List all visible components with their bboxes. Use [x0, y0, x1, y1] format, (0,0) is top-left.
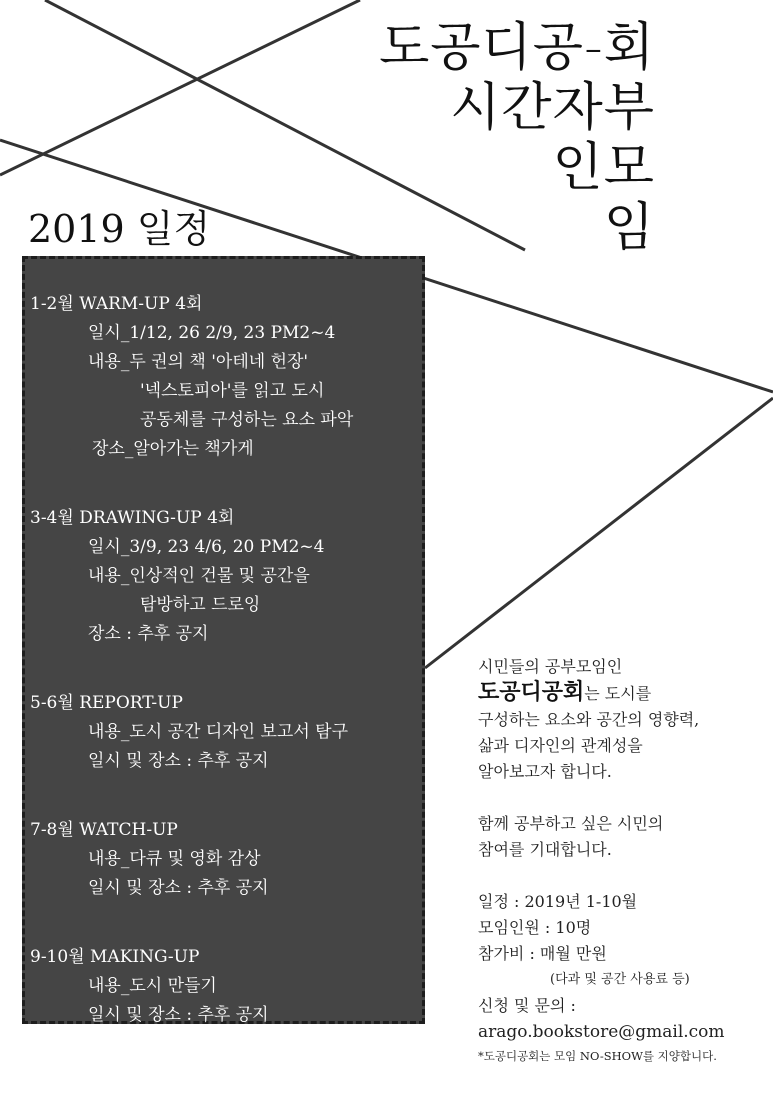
section-title: 7-8월 WATCH-UP [30, 820, 178, 840]
schedule-section-warm-up [30, 290, 420, 464]
schedule-section-drawing-up [30, 504, 420, 649]
detail-fee-note: (다과 및 공간 사용료 등) [550, 972, 690, 987]
section-line: 내용_인상적인 건물 및 공간을 [88, 566, 310, 586]
section-title: 3-4월 DRAWING-UP 4회 [30, 508, 235, 528]
intro-line: 구성하는 요소와 공간의 영향력, [478, 710, 700, 729]
section-line: 장소 : 추후 공지 [88, 624, 209, 644]
detail-members: 모임인원 : 10명 [478, 918, 592, 937]
schedule-list [30, 290, 420, 1030]
brand-name: 도공디공회 [478, 680, 585, 705]
section-line: 내용_도시 공간 디자인 보고서 탐구 [88, 722, 349, 742]
intro-line: 삶과 디자인의 관계성을 [478, 736, 643, 755]
section-title: 9-10월 MAKING-UP [30, 947, 200, 967]
page-title [379, 18, 655, 258]
title-line-4: 임 [603, 198, 655, 258]
section-line: 내용_두 권의 책 '아테네 헌장' [88, 352, 309, 372]
contact-email: arago.bookstore@gmail.com [478, 1022, 725, 1042]
title-line-3: 인모 [552, 138, 655, 198]
detail-period: 일정 : 2019년 1-10월 [478, 892, 638, 911]
schedule-section-report-up [30, 689, 420, 776]
detail-fee: 참가비 : 매월 만원 [478, 944, 607, 963]
intro-line: 참여를 기대합니다. [478, 840, 612, 859]
section-line: 일시 및 장소 : 추후 공지 [88, 878, 269, 898]
footnote: *도공디공회는 모임 NO-SHOW를 지양합니다. [478, 1049, 717, 1063]
section-title: 5-6월 REPORT-UP [30, 693, 183, 713]
year-heading: 2019 일정 [28, 207, 211, 251]
intro-line: 함께 공부하고 싶은 시민의 [478, 814, 664, 833]
intro-line: 알아보고자 합니다. [478, 762, 612, 781]
diagonal-line-lower [425, 398, 773, 668]
section-line: 공동체를 구성하는 요소 파악 [140, 410, 354, 430]
section-line: 내용_다큐 및 영화 감상 [88, 849, 261, 869]
section-title: 1-2월 WARM-UP 4회 [30, 294, 203, 314]
schedule-section-making-up [30, 943, 420, 1030]
title-line-2: 시간자부 [450, 78, 655, 138]
section-line: 탐방하고 드로잉 [140, 595, 261, 615]
section-line: 일시_1/12, 26 2/9, 23 PM2~4 [88, 323, 336, 343]
intro-line: 시민들의 공부모임인 [478, 657, 623, 676]
section-line: 일시 및 장소 : 추후 공지 [88, 751, 269, 771]
section-line: 장소_알아가는 책가게 [92, 439, 254, 459]
section-line: 일시_3/9, 23 4/6, 20 PM2~4 [88, 537, 325, 557]
diagonal-line-upper [0, 0, 360, 175]
section-line: 내용_도시 만들기 [88, 976, 217, 996]
title-line-1: 도공디공-회 [379, 18, 655, 78]
intro-brand-line [478, 680, 768, 707]
detail-contact-label: 신청 및 문의 : [478, 996, 576, 1015]
schedule-section-watch-up [30, 816, 420, 903]
info-block [478, 654, 768, 1045]
section-line: '넥스토피아'를 읽고 도시 [140, 381, 325, 401]
section-line: 일시 및 장소 : 추후 공지 [88, 1005, 269, 1025]
brand-suffix: 는 도시를 [584, 684, 652, 703]
